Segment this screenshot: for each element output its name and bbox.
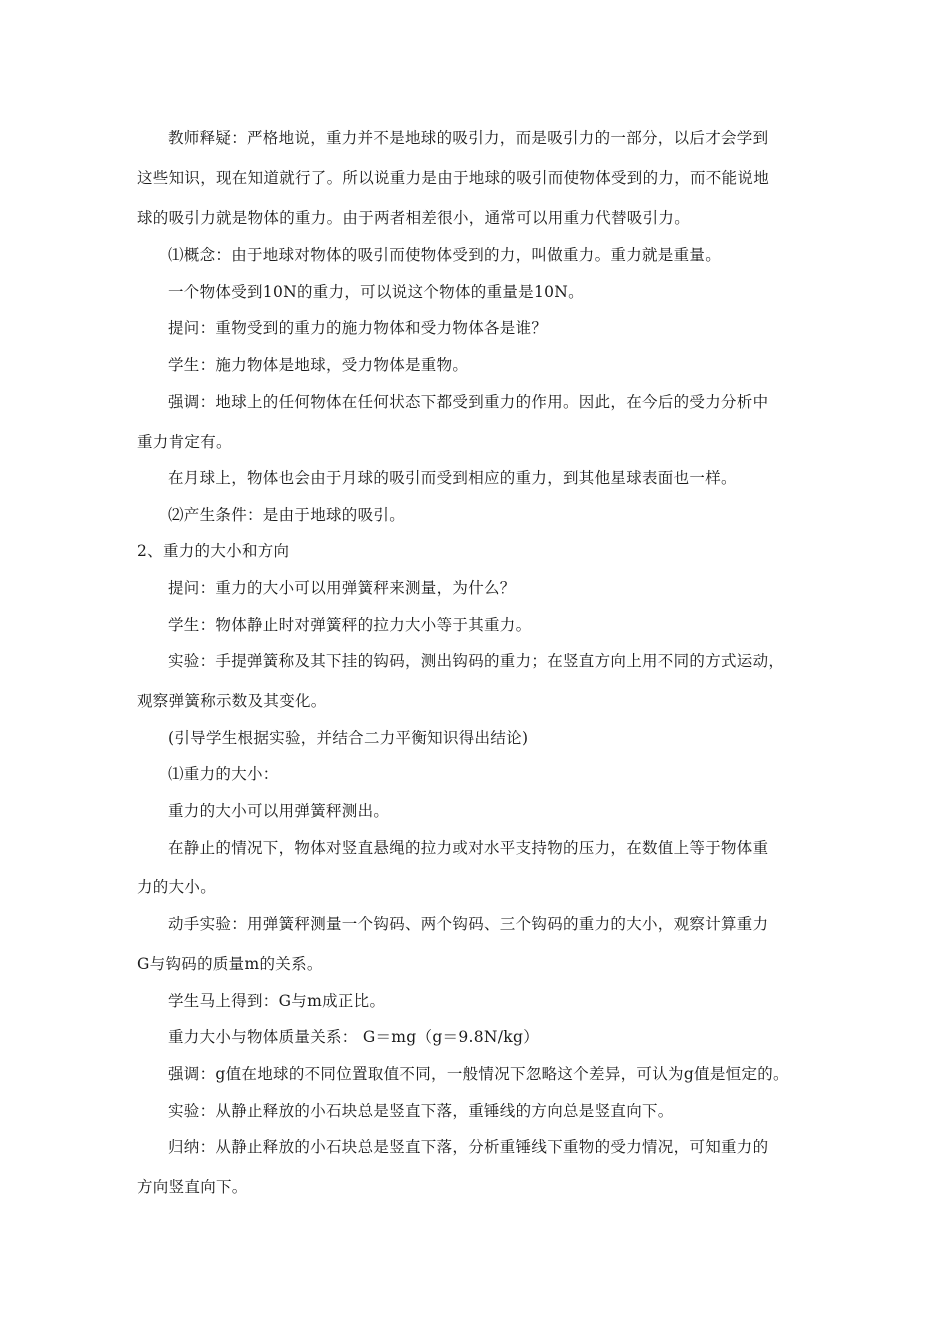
paragraph-line: 教师释疑：严格地说，重力并不是地球的吸引力，而是吸引力的一部分，以后才会学到 — [168, 129, 769, 147]
paragraph-line: ⑵产生条件：是由于地球的吸引。 — [168, 506, 406, 524]
paragraph-line: 学生：施力物体是地球，受力物体是重物。 — [168, 356, 469, 374]
paragraph-line: (引导学生根据实验，并结合二力平衡知识得出结论) — [168, 729, 529, 747]
paragraph-line: 实验：从静止释放的小石块总是竖直下落，重锤线的方向总是竖直向下。 — [168, 1102, 674, 1120]
paragraph-line: 实验：手提弹簧称及其下挂的钩码，测出钩码的重力；在竖直方向上用不同的方式运动， — [168, 652, 785, 670]
paragraph-line: 一个物体受到10N的重力，可以说这个物体的重量是10N。 — [168, 283, 584, 301]
paragraph-line: 归纳：从静止释放的小石块总是竖直下落，分析重锤线下重物的受力情况，可知重力的 — [168, 1138, 769, 1156]
paragraph-line: 在月球上，物体也会由于月球的吸引而受到相应的重力，到其他星球表面也一样。 — [168, 469, 737, 487]
paragraph-line: 在静止的情况下，物体对竖直悬绳的拉力或对水平支持物的压力，在数值上等于物体重 — [168, 839, 769, 857]
section-heading: 2、重力的大小和方向 — [137, 542, 290, 560]
paragraph-line: 观察弹簧称示数及其变化。 — [137, 692, 327, 710]
paragraph-line: ⑴重力的大小： — [168, 765, 279, 783]
paragraph-line: 学生马上得到：G与m成正比。 — [168, 992, 386, 1010]
paragraph-line: 动手实验：用弹簧秤测量一个钩码、两个钩码、三个钩码的重力的大小，观察计算重力 — [168, 915, 769, 933]
formula-line: 重力大小与物体质量关系： G＝mg（g＝9.8N/kg） — [168, 1028, 540, 1046]
paragraph-line: 学生：物体静止时对弹簧秤的拉力大小等于其重力。 — [168, 616, 532, 634]
paragraph-line: 重力的大小可以用弹簧秤测出。 — [168, 802, 390, 820]
paragraph-line: 提问：重物受到的重力的施力物体和受力物体各是谁？ — [168, 319, 548, 337]
paragraph-line: 强调：地球上的任何物体在任何状态下都受到重力的作用。因此，在今后的受力分析中 — [168, 393, 769, 411]
paragraph-line: 这些知识，现在知道就行了。所以说重力是由于地球的吸引而使物体受到的力，而不能说地 — [137, 169, 770, 187]
paragraph-line: 提问：重力的大小可以用弹簧秤来测量，为什么？ — [168, 579, 516, 597]
paragraph-line: G与钩码的质量m的关系。 — [137, 955, 323, 973]
paragraph-line: 球的吸引力就是物体的重力。由于两者相差很小，通常可以用重力代替吸引力。 — [137, 209, 691, 227]
paragraph-line: ⑴概念：由于地球对物体的吸引而使物体受到的力，叫做重力。重力就是重量。 — [168, 246, 722, 264]
paragraph-line: 强调：g值在地球的不同位置取值不同，一般情况下忽略这个差异，可认为g值是恒定的。 — [168, 1065, 789, 1083]
paragraph-line: 重力肯定有。 — [137, 433, 232, 451]
paragraph-line: 力的大小。 — [137, 878, 217, 896]
paragraph-line: 方向竖直向下。 — [137, 1178, 248, 1196]
